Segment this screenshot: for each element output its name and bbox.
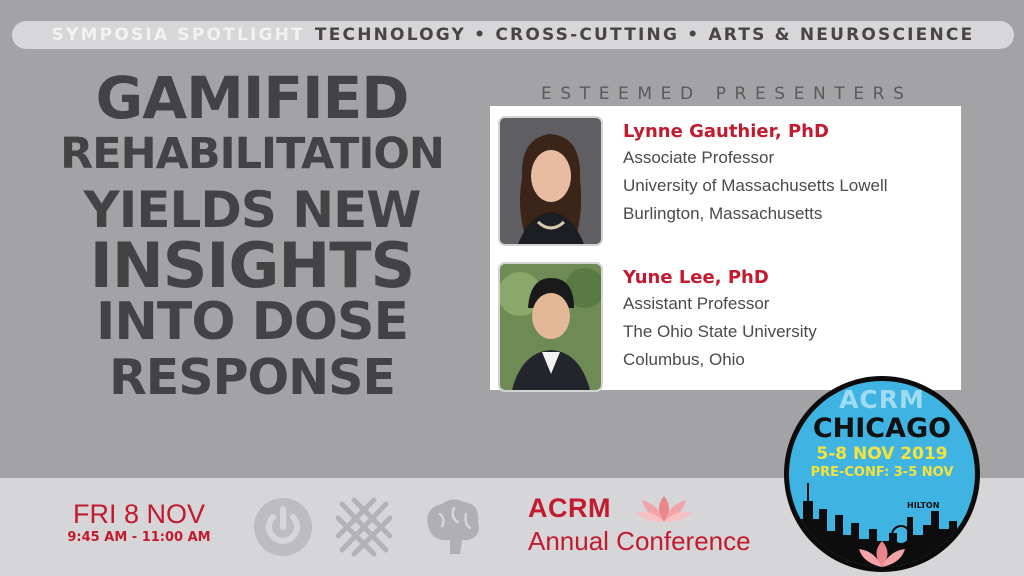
presenter-title: Assistant Professor bbox=[623, 294, 770, 313]
lotus-icon bbox=[636, 494, 692, 528]
presenter-name: Lynne Gauthier, PhD bbox=[623, 121, 829, 142]
badge-hotel: HILTON bbox=[907, 501, 940, 510]
badge-preconf: PRE-CONF: 3-5 NOV bbox=[810, 465, 954, 480]
headline-line: RESPONSE bbox=[109, 349, 395, 406]
power-icon bbox=[252, 496, 314, 562]
presenter-location: Burlington, Massachusetts bbox=[623, 204, 823, 223]
topic-banner bbox=[12, 21, 1014, 49]
presenter-title: Associate Professor bbox=[623, 148, 775, 167]
presenters-panel bbox=[490, 106, 961, 390]
session-date: FRI 8 NOV bbox=[72, 499, 206, 529]
headline-line: INSIGHTS bbox=[89, 229, 415, 302]
badge-dates: 5-8 NOV 2019 bbox=[816, 444, 948, 464]
network-mesh-icon bbox=[336, 496, 392, 562]
presenter-photo bbox=[498, 116, 603, 246]
badge-face bbox=[789, 381, 975, 567]
badge-acrm: ACRM bbox=[839, 385, 925, 414]
presenter-photo bbox=[498, 262, 603, 392]
presenter-info bbox=[623, 120, 888, 228]
conference-subtitle: Annual Conference bbox=[528, 526, 751, 556]
headline-line: REHABILITATION bbox=[60, 129, 444, 179]
presenters-heading: ESTEEMED PRESENTERS bbox=[541, 84, 913, 104]
presenter-name: Yune Lee, PhD bbox=[623, 267, 769, 288]
presenter-info bbox=[623, 266, 817, 374]
topics-label: TECHNOLOGY • CROSS-CUTTING • ARTS & NEUROSCIENCE bbox=[314, 25, 975, 45]
badge-city: CHICAGO bbox=[812, 413, 952, 444]
presenter-location: Columbus, Ohio bbox=[623, 350, 745, 369]
headline-line: YIELDS NEW bbox=[83, 181, 421, 239]
spotlight-label: SYMPOSIA SPOTLIGHT bbox=[51, 25, 305, 45]
brain-icon bbox=[420, 496, 484, 562]
skyline-icon bbox=[789, 479, 975, 567]
session-headline bbox=[52, 64, 452, 406]
chicago-badge bbox=[784, 376, 980, 572]
acrm-wordmark: ACRM bbox=[528, 493, 611, 523]
session-time: 9:45 AM - 11:00 AM bbox=[67, 530, 211, 545]
headline-line: GAMIFIED bbox=[95, 64, 409, 132]
session-datetime bbox=[60, 498, 218, 546]
presenter-institution: The Ohio State University bbox=[623, 322, 817, 341]
headline-line: INTO DOSE bbox=[96, 292, 408, 352]
presenter-institution: University of Massachusetts Lowell bbox=[623, 176, 888, 195]
